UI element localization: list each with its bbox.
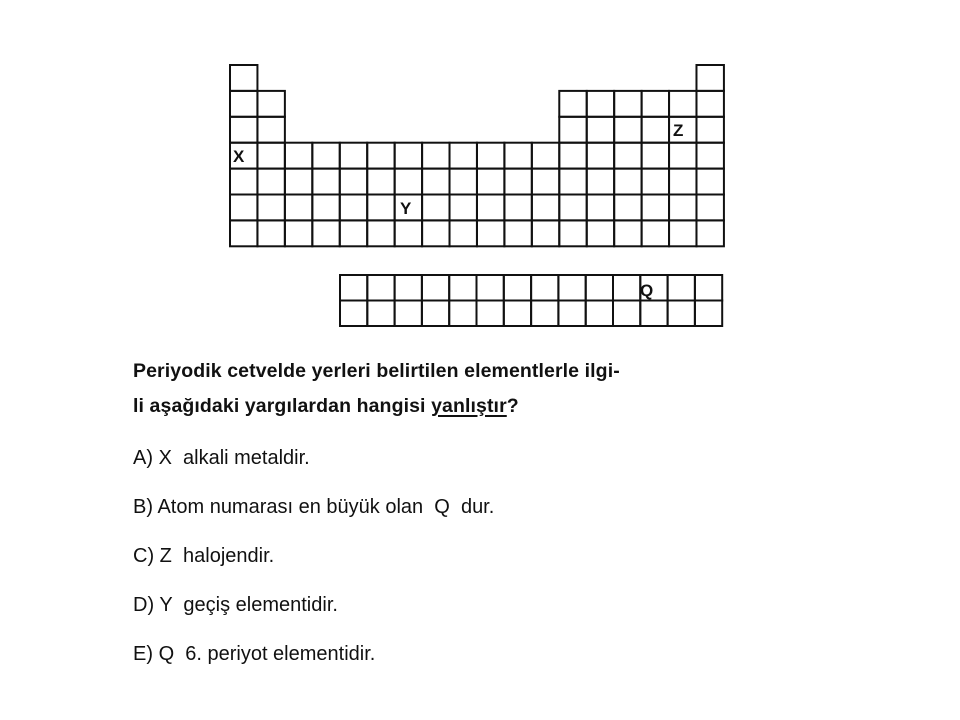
table-cell [230,65,257,91]
option-a[interactable] [133,447,310,470]
table-cell [257,143,284,169]
table-cell [450,143,477,169]
table-cell [340,220,367,246]
table-cell [477,143,504,169]
f-block-cell [613,275,640,301]
table-cell [559,117,586,143]
periodic-table-outline [0,0,960,340]
table-cell [312,169,339,195]
table-cell [696,143,723,169]
main-table-grid [230,65,724,246]
table-cell [642,117,669,143]
table-cell [669,169,696,195]
table-cell [340,143,367,169]
table-cell [669,91,696,117]
question-line-1: Periyodik cetvelde yerleri belirtilen elementlerle ilgi- [133,360,620,382]
f-block-cell [586,301,613,327]
table-cell [477,195,504,221]
f-block-cell [695,275,722,301]
table-cell [395,143,422,169]
option-text: Z halojendir. [159,545,275,567]
table-cell [642,195,669,221]
f-block-cell [367,301,394,327]
table-cell [395,220,422,246]
table-cell [477,169,504,195]
table-cell [312,220,339,246]
f-block-cell [586,275,613,301]
question-text [133,354,620,424]
table-cell [257,169,284,195]
f-block-cell [340,275,367,301]
f-block-cell [531,275,558,301]
option-text: Q 6. periyot elementidir. [158,643,376,665]
question-underlined-word: yanlıştır [431,395,507,417]
f-block-cell [340,301,367,327]
option-letter: C) [133,545,155,567]
f-block-cell [449,275,476,301]
table-cell [614,117,641,143]
table-cell [669,195,696,221]
table-cell [504,143,531,169]
table-cell [230,117,257,143]
table-cell [587,169,614,195]
table-cell [257,91,284,117]
option-e[interactable] [133,643,375,666]
f-block-cell [422,301,449,327]
option-letter: D) [133,594,155,616]
table-cell [477,220,504,246]
table-cell [559,195,586,221]
table-cell [696,220,723,246]
table-cell [532,169,559,195]
question-line-2-start: li aşağıdaki yargılardan hangisi [133,395,432,417]
table-cell [230,169,257,195]
table-cell [422,195,449,221]
f-block-cell [477,301,504,327]
table-cell [642,143,669,169]
option-text: Y geçiş elementidir. [159,594,338,616]
table-cell [285,220,312,246]
f-block-cell [367,275,394,301]
table-cell [642,91,669,117]
f-block-cell [640,301,667,327]
table-cell [422,143,449,169]
question-mark: ? [506,395,519,417]
f-block-cell [395,301,422,327]
table-cell [230,91,257,117]
option-letter: A) [133,447,153,469]
table-cell [312,195,339,221]
option-b[interactable] [133,496,494,519]
f-block-cell [504,301,531,327]
f-block-cell [558,301,585,327]
table-cell [257,220,284,246]
table-cell [395,169,422,195]
table-cell [587,91,614,117]
table-cell [669,220,696,246]
f-block-cell [531,301,558,327]
table-cell [696,117,723,143]
f-block-cell [395,275,422,301]
f-block-cell [613,301,640,327]
table-cell [422,220,449,246]
table-cell [587,220,614,246]
f-block-cell [449,301,476,327]
option-text: X alkali metaldir. [158,447,310,469]
table-cell [696,91,723,117]
table-cell [230,195,257,221]
table-cell [642,169,669,195]
table-cell [367,169,394,195]
table-cell [504,195,531,221]
option-c[interactable] [133,545,274,568]
table-cell [312,143,339,169]
table-cell [559,169,586,195]
f-block-grid [340,275,722,326]
table-cell [614,91,641,117]
table-cell [559,91,586,117]
f-block-cell [558,275,585,301]
table-cell [587,117,614,143]
table-cell [559,220,586,246]
table-cell [504,169,531,195]
table-cell [614,220,641,246]
table-cell [450,220,477,246]
table-cell [532,143,559,169]
table-cell [532,195,559,221]
table-cell [340,169,367,195]
table-cell [559,143,586,169]
table-cell [642,220,669,246]
option-letter: E) [133,643,153,665]
element-label-z: Z [673,121,684,140]
table-cell [340,195,367,221]
f-block-cell [668,275,695,301]
element-label-x: X [233,147,245,166]
table-cell [285,195,312,221]
table-cell [614,195,641,221]
table-cell [614,169,641,195]
f-block-cell [504,275,531,301]
table-cell [450,169,477,195]
table-cell [367,143,394,169]
table-cell [450,195,477,221]
f-block-cell [668,301,695,327]
table-cell [367,195,394,221]
option-letter: B) [133,496,153,518]
table-cell [587,195,614,221]
element-label-y: Y [400,199,412,218]
table-cell [696,65,723,91]
table-cell [257,117,284,143]
f-block-cell [695,301,722,327]
table-cell [696,195,723,221]
option-text: Atom numarası en büyük olan Q dur. [157,496,495,518]
element-label-q: Q [640,281,654,300]
question-line-2 [133,389,620,424]
table-cell [669,143,696,169]
f-block-cell [477,275,504,301]
table-cell [285,169,312,195]
table-cell [285,143,312,169]
f-block-cell [422,275,449,301]
option-d[interactable] [133,594,338,617]
table-cell [422,169,449,195]
table-cell [696,169,723,195]
table-cell [257,195,284,221]
table-cell [230,220,257,246]
table-cell [587,143,614,169]
table-cell [367,220,394,246]
table-cell [614,143,641,169]
table-cell [532,220,559,246]
table-cell [504,220,531,246]
